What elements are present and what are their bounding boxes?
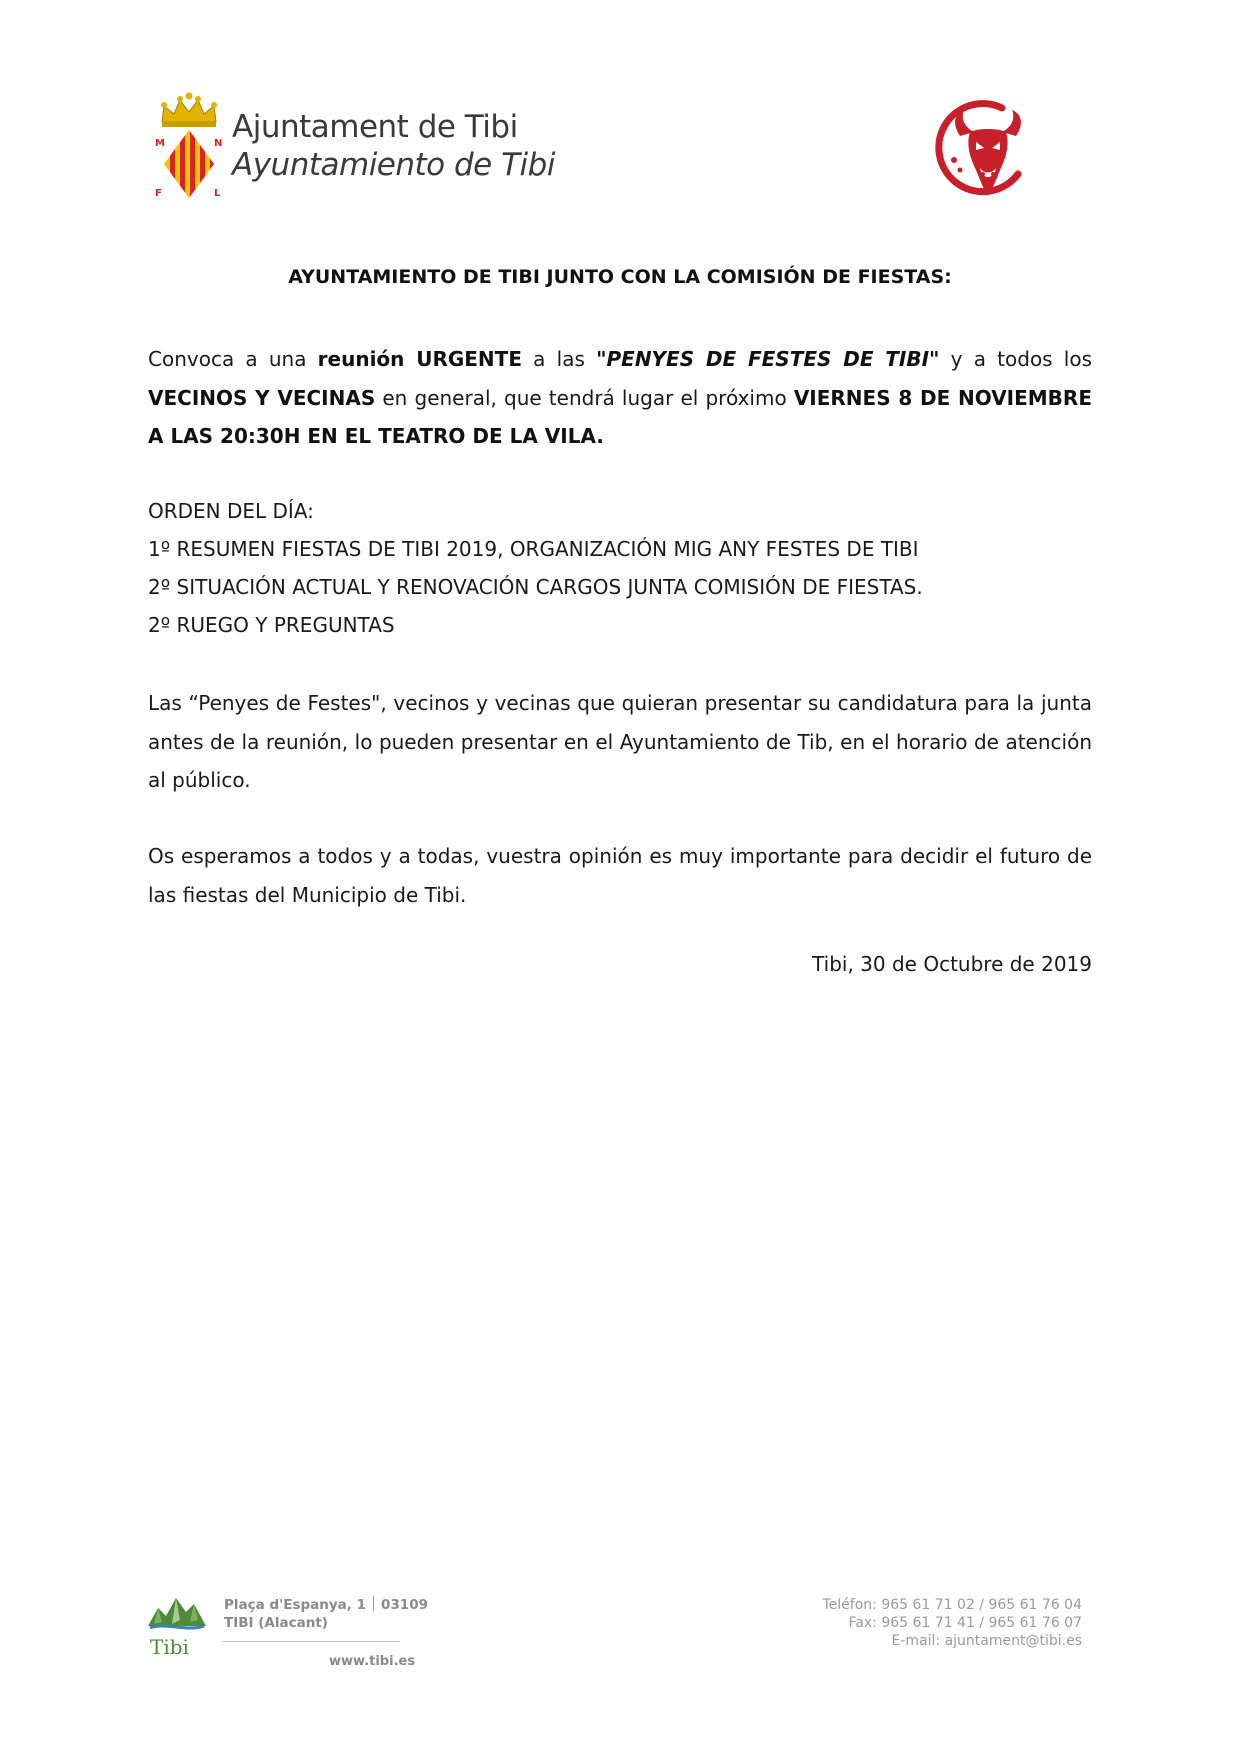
coat-of-arms-icon xyxy=(152,92,226,204)
municipality-name-block xyxy=(232,108,555,184)
closing-paragraph: Os esperamos a todos y a todas, vuestra opinión es muy importante para decidir el futuro de las fiestas del Municipio de Tibi. xyxy=(148,844,1092,907)
convoca-text-2: a las xyxy=(521,347,597,371)
footer-email-link[interactable]: E-mail: ajuntament@tibi.es xyxy=(891,1633,1082,1649)
document-title: AYUNTAMIENTO DE TIBI JUNTO CON LA COMISIÓN DE FIESTAS: xyxy=(288,266,952,288)
municipality-name-valencian: Ajuntament de Tibi xyxy=(232,109,518,145)
agenda-item: 2º RUEGO Y PREGUNTAS xyxy=(148,613,395,637)
footer-address xyxy=(224,1596,428,1632)
footer-contact xyxy=(823,1596,1082,1650)
address-city: TIBI (Alacant) xyxy=(224,1615,328,1631)
address-street: Plaça d'Espanya, 1 xyxy=(224,1597,367,1613)
document-date: Tibi, 30 de Octubre de 2019 xyxy=(812,952,1092,976)
coat-letter-n: N xyxy=(214,138,223,149)
footer-phone: Teléfon: 965 61 71 02 / 965 61 76 04 xyxy=(822,1597,1082,1613)
address-zip: 03109 xyxy=(381,1597,428,1613)
tibi-footer-logo-icon xyxy=(146,1590,208,1660)
convoca-bold-urgent: reunión URGENTE xyxy=(317,347,522,371)
bull-logo-icon xyxy=(930,98,1034,206)
agenda-heading: ORDEN DEL DÍA: xyxy=(148,499,314,523)
coat-letter-f: F xyxy=(155,188,162,199)
convocation-paragraph xyxy=(148,340,1092,456)
municipality-name-spanish: Ayuntamiento de Tibi xyxy=(232,147,555,183)
footer-divider xyxy=(222,1641,400,1642)
convoca-text-4: en general, que tendrá lugar el próximo xyxy=(375,385,794,410)
convoca-bold-date-place: VIERNES 8 DE NOVIEMBRE A LAS 20:30H EN EL TEATRO DE LA VILA. xyxy=(148,385,1092,448)
agenda-block xyxy=(148,492,923,644)
coat-letter-l: L xyxy=(214,188,221,199)
address-separator xyxy=(373,1596,374,1611)
candidacy-paragraph: Las “Penyes de Festes", vecinos y vecinas que quieran presentar su candidatura para la junta antes de la reunión, lo pueden presentar en el Ayuntamiento de Tib, en el horario de atención al público. xyxy=(148,691,1092,792)
convoca-bold-vecinos: VECINOS Y VECINAS xyxy=(148,385,376,410)
agenda-item: 2º SITUACIÓN ACTUAL Y RENOVACIÓN CARGOS JUNTA COMISIÓN DE FIESTAS. xyxy=(148,575,923,599)
coat-letter-m: M xyxy=(155,138,165,149)
agenda-item: 1º RESUMEN FIESTAS DE TIBI 2019, ORGANIZACIÓN MIG ANY FESTES DE TIBI xyxy=(148,537,919,561)
convoca-text-3: y a todos los xyxy=(939,347,1093,371)
footer-logo-text: Tibi xyxy=(150,1635,189,1659)
convoca-text-1: Convoca a una xyxy=(148,347,318,371)
convoca-bold-penyes: "PENYES DE FESTES DE TIBI" xyxy=(596,347,940,371)
footer-fax: Fax: 965 61 71 41 / 965 61 76 07 xyxy=(848,1615,1082,1631)
footer-website-link[interactable]: www.tibi.es xyxy=(329,1654,416,1669)
